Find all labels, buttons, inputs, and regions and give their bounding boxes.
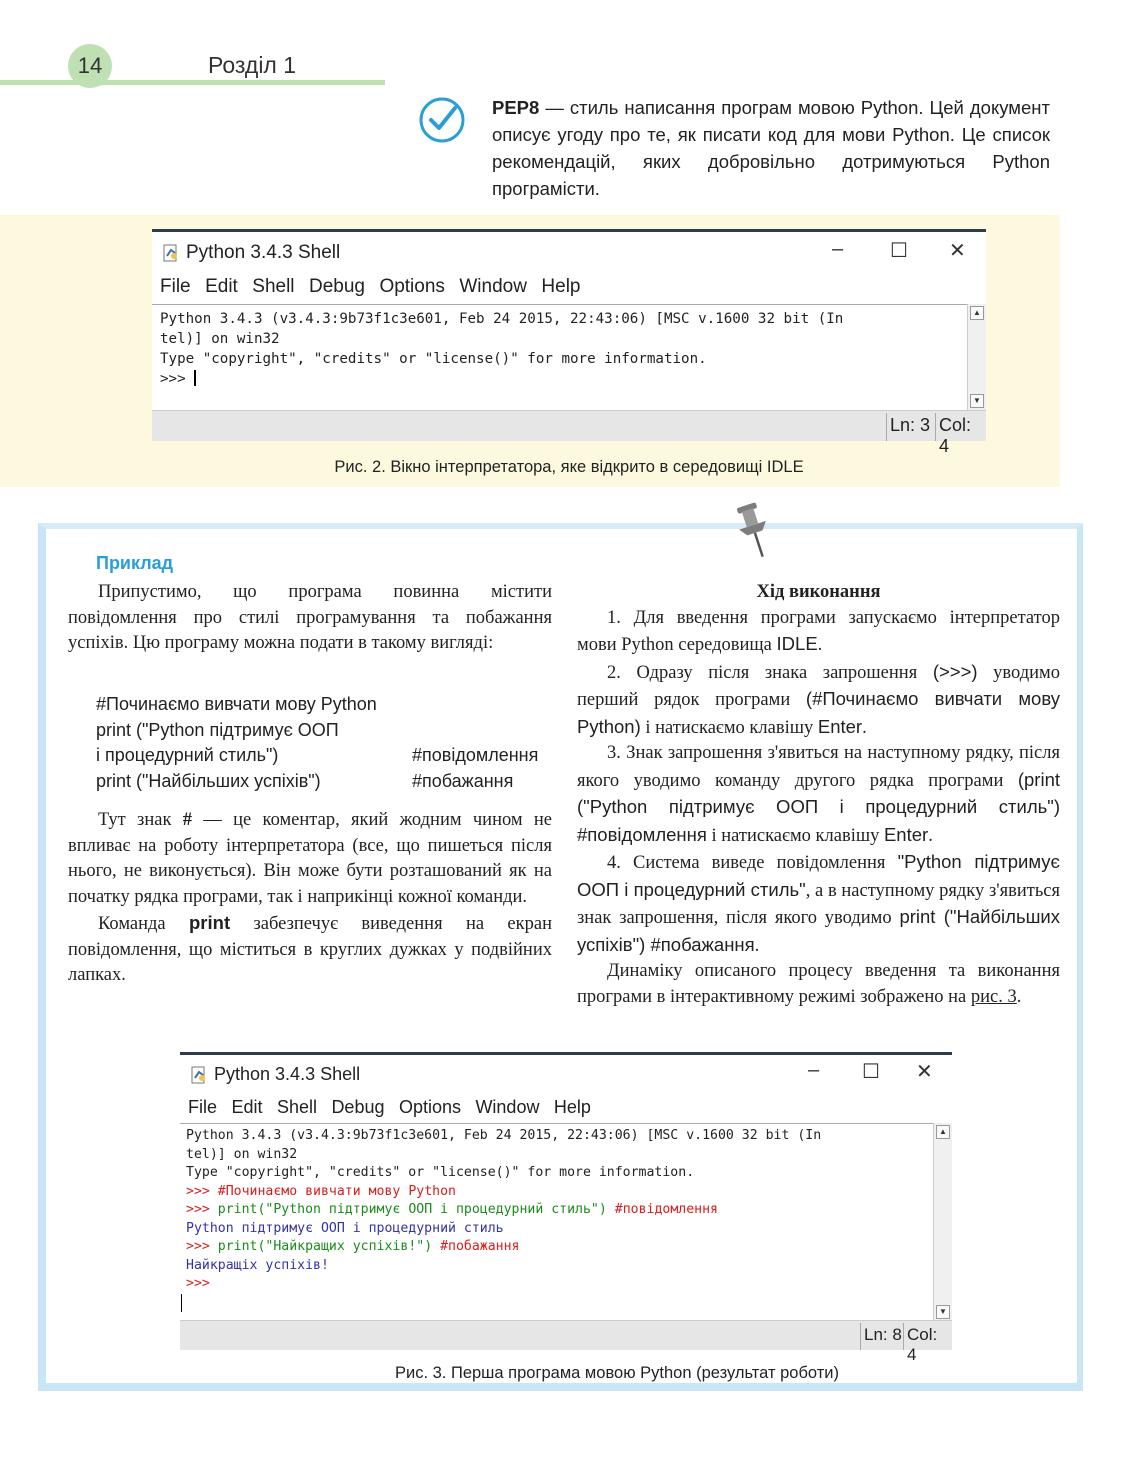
- text-run: .: [928, 825, 933, 846]
- figure-reference-link[interactable]: рис. 3: [970, 986, 1017, 1007]
- statusbar: [152, 410, 986, 456]
- console-line: Python 3.4.3 (v3.4.3:9b73f1c3e601, Feb 24 2015, 22:43:06) [MSC v.1600 32 bit (In: [160, 311, 844, 327]
- console-line: [186, 1183, 946, 1202]
- text-run: .: [862, 717, 867, 738]
- console-output-line: Python підтримує ООП і процедурний стиль: [186, 1220, 504, 1236]
- comment-paragraph: [68, 808, 552, 910]
- text-run: .: [817, 635, 823, 655]
- console-line: tel)] on win32: [160, 331, 280, 347]
- python-file-icon: [162, 244, 180, 262]
- status-column: Col: 4: [935, 413, 986, 441]
- console-line: tel)] on win32: [186, 1146, 298, 1162]
- print-paragraph: [68, 910, 552, 989]
- text-run: , а в наступному рядку з'явиться знак запрошення, після якого уводимо: [577, 880, 1060, 928]
- hash-symbol: #: [182, 810, 192, 830]
- pushpin-icon: [732, 500, 776, 562]
- print-keyword: print: [189, 912, 231, 933]
- status-line: Ln: 3: [886, 413, 933, 441]
- scroll-up-icon[interactable]: ▲: [936, 1125, 950, 1139]
- close-button[interactable]: ✕: [949, 240, 966, 262]
- code-line: [96, 769, 554, 795]
- check-circle-icon: [418, 96, 466, 144]
- console-prompt-line: [160, 369, 978, 389]
- code-listing: [96, 692, 554, 794]
- close-button[interactable]: ✕: [916, 1061, 933, 1083]
- text-run: — це коментар, який жодним чином не впливає на роботу інтерпретатора (все, що пишеться після нього, не виконується). Він може бути розташований як на початку рядка програми, так і наприкінці кожної команди.: [68, 810, 553, 907]
- text-run: Команда: [98, 914, 189, 934]
- code-line: [96, 692, 554, 718]
- code-line: [96, 743, 554, 769]
- text-run: уводимо перший рядок програми: [577, 662, 1060, 710]
- shell-window-fig2: [152, 229, 986, 456]
- vertical-scrollbar[interactable]: [967, 304, 986, 410]
- prompt: >>>: [160, 371, 195, 387]
- menu-file[interactable]: File: [160, 276, 191, 297]
- code-text: і процедурний стиль"): [96, 745, 279, 765]
- text-run: Тут знак: [98, 810, 183, 830]
- minimize-button[interactable]: –: [808, 1059, 820, 1081]
- code-comment: #побажання: [432, 1239, 520, 1254]
- console-prompt-line: >>>: [186, 1276, 210, 1291]
- menu-edit[interactable]: Edit: [205, 276, 238, 297]
- scroll-down-icon[interactable]: ▼: [970, 394, 984, 408]
- titlebar: [152, 232, 986, 274]
- text-run: IDLE: [776, 633, 818, 654]
- window-title: Python 3.4.3 Shell: [214, 1064, 361, 1084]
- window-title: Python 3.4.3 Shell: [186, 242, 341, 263]
- text-run: 2. Одразу після знака запрошення: [607, 662, 933, 683]
- console-line: [186, 1238, 946, 1257]
- procedure-heading: Хід виконання: [756, 582, 881, 602]
- menu-options[interactable]: Options: [379, 276, 445, 297]
- text-run: і натискаємо клавішу: [706, 825, 884, 846]
- menu-window[interactable]: Window: [475, 1097, 540, 1117]
- pep8-note: [492, 94, 1050, 202]
- prompt: >>>: [186, 1202, 218, 1217]
- console-output-line: Найкращіх успіхів!: [186, 1257, 329, 1273]
- titlebar: [180, 1055, 952, 1093]
- maximize-button[interactable]: ☐: [890, 240, 908, 262]
- menu-help[interactable]: Help: [541, 276, 581, 297]
- text-run: 3. Знак запрошення з'явиться на наступному рядку, після якого уводимо команду другого рядка програми: [577, 743, 1060, 791]
- prompt: >>>: [186, 1183, 218, 1199]
- code-command: print("Найкращих успіхів!"): [217, 1239, 433, 1254]
- code-comment: #повідомлення: [412, 745, 539, 765]
- scroll-up-icon[interactable]: ▲: [970, 306, 984, 320]
- text-cursor: [194, 370, 196, 386]
- section-title: Розділ 1: [208, 52, 297, 78]
- example-heading: Приклад: [96, 553, 174, 573]
- page-number: [68, 44, 112, 88]
- menu-file[interactable]: File: [188, 1097, 218, 1117]
- menu-window[interactable]: Window: [459, 276, 527, 297]
- status-column: Col: 4: [903, 1323, 952, 1350]
- procedure-step-2: [577, 659, 1060, 742]
- python-file-icon: [190, 1066, 208, 1084]
- status-line: Ln: 8: [860, 1323, 905, 1350]
- pep8-term: PEP8: [492, 97, 540, 118]
- text-run: Динаміку описаного процесу введення та виконання програми в інтерактивному режимі зображено на: [577, 961, 1060, 1007]
- code-comment: #повідомлення: [606, 1202, 718, 1217]
- text-run: (#Починаємо вивчати мову Python): [577, 688, 1061, 737]
- statusbar: [180, 1320, 952, 1364]
- text-run: і натискаємо клавішу: [640, 717, 818, 738]
- vertical-scrollbar[interactable]: [933, 1123, 952, 1321]
- code-line: [96, 718, 554, 744]
- text-run: забезпечує виведення на екран повідомлення, що міститься в круглих дужках у подвійних лапках.: [68, 914, 552, 985]
- example-intro: Припустимо, що програма повинна містити повідомлення про стилі програмування та побажання успіхів. Цю програму можна подати в такому вигляді:: [68, 582, 552, 653]
- code-comment: #побажання: [412, 770, 514, 791]
- code-text: print ("Найбільших успіхів"): [96, 770, 321, 791]
- pep8-text: — стиль написання програм мовою Python. Цей документ описує угоду про те, як писати код для мови Python. Це список рекомендацій, яких добровільно дотримуються Python програмісти.: [492, 97, 1050, 199]
- text-run: 4. Система виведе повідомлення: [607, 853, 898, 873]
- text-run: 1. Для введення програми запускаємо інтерпретатор мови Python середовища: [577, 607, 1060, 655]
- menubar: [152, 276, 986, 306]
- code-text: #Починаємо вивчати мову Python: [96, 694, 377, 714]
- menu-help[interactable]: Help: [553, 1097, 591, 1117]
- text-run: (print ("Python підтримує ООП і процедурний стиль") #повідомлення: [577, 768, 1060, 845]
- console-line: Type "copyright", "credits" or "license()" for more information.: [160, 351, 707, 367]
- text-run: "Python підтримує ООП і процедурний стиль": [577, 851, 1060, 900]
- code-command: print("Python підтримує ООП і процедурний стиль"): [217, 1202, 607, 1217]
- figure3-caption: Рис. 3. Перша програма мовою Python (результат роботи): [394, 1364, 840, 1382]
- example-left-column: [68, 580, 552, 657]
- console-output[interactable]: [180, 1123, 952, 1321]
- text-cursor: [181, 1294, 182, 1312]
- console-line: Python 3.4.3 (v3.4.3:9b73f1c3e601, Feb 24 2015, 22:43:06) [MSC v.1600 32 bit (In: [186, 1128, 822, 1143]
- console-line: Type "copyright", "credits" or "license()" for more information.: [186, 1165, 695, 1180]
- figure2-caption: Рис. 2. Вікно інтерпретатора, яке відкрито в середовищі IDLE: [334, 458, 804, 476]
- procedure-step-4: [577, 849, 1060, 959]
- console-output[interactable]: [152, 304, 986, 410]
- example-explanation: [68, 808, 552, 989]
- text-run: .: [754, 935, 760, 956]
- menu-edit[interactable]: Edit: [231, 1097, 263, 1117]
- text-run: print ("Найбільших успіхів") #побажання: [577, 906, 1061, 955]
- header-rule: [0, 80, 385, 85]
- procedure-step-1: [577, 606, 1060, 659]
- text-run: .: [1016, 986, 1022, 1007]
- code-comment: #Починаємо вивчати мову Python: [217, 1183, 456, 1199]
- menu-debug[interactable]: Debug: [308, 276, 365, 297]
- text-run: Enter: [883, 823, 929, 845]
- text-run: Enter: [817, 715, 863, 737]
- minimize-button[interactable]: –: [832, 238, 844, 260]
- scroll-down-icon[interactable]: ▼: [936, 1305, 950, 1319]
- procedure-summary: [577, 959, 1060, 1010]
- text-run: (>>>): [932, 660, 978, 682]
- maximize-button[interactable]: ☐: [862, 1061, 880, 1083]
- procedure-column: [577, 580, 1060, 1010]
- menu-shell[interactable]: Shell: [276, 1097, 317, 1117]
- menu-shell[interactable]: Shell: [252, 276, 295, 297]
- code-text: print ("Python підтримує ООП: [96, 719, 339, 740]
- prompt: >>>: [186, 1239, 218, 1254]
- menu-debug[interactable]: Debug: [331, 1097, 385, 1117]
- page-number-text: 14: [77, 53, 103, 78]
- procedure-step-3: [577, 741, 1060, 849]
- menu-options[interactable]: Options: [398, 1097, 461, 1117]
- console-line: [186, 1201, 946, 1220]
- shell-window-fig3: [180, 1052, 952, 1364]
